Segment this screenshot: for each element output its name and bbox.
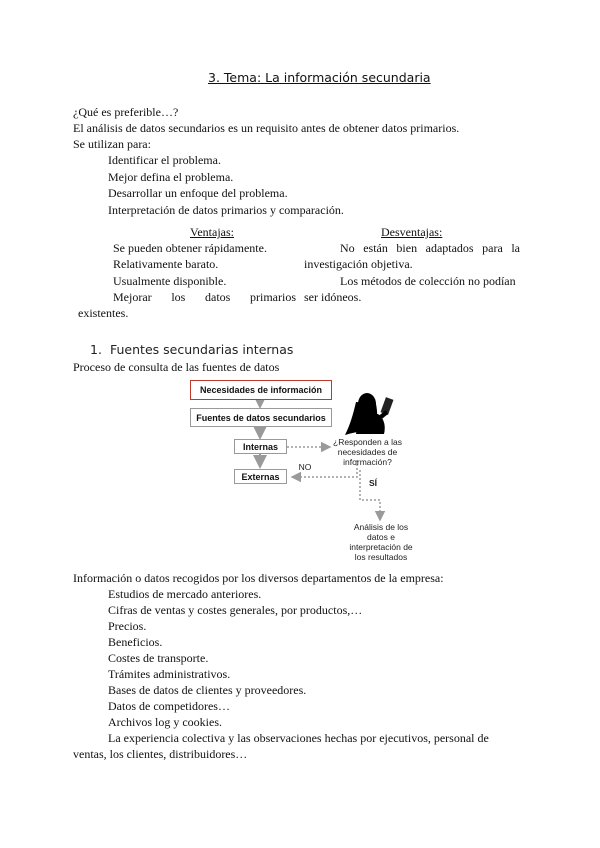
no-label: NO [298,462,312,472]
intro-line: El análisis de datos secundarios es un requisito antes de obtener datos primarios. [73,121,460,135]
list-item: Precios. [108,619,147,633]
list-item: Desarrollar un enfoque del problema. [108,186,288,200]
disadvantage-item: investigación objetiva. [304,257,413,271]
list-item: Mejor defina el problema. [108,170,234,184]
list-item: Beneficios. [108,635,163,649]
intro-question: ¿Qué es preferible…? [73,105,179,119]
question-line: ¿Responden a las [333,437,402,447]
section-heading: Fuentes secundarias internas [110,342,294,357]
analysis-line: interpretación de [349,542,413,552]
list-item: Bases de datos de clientes y proveedores. [108,683,307,697]
section-number: 1. [90,342,102,357]
intro-line: Se utilizan para: [73,137,151,151]
advantage-item: existentes. [78,306,129,320]
analysis-line: los resultados [354,552,408,562]
list-item: Datos de competidores… [108,699,230,713]
closing-line: La experiencia colectiva y las observaciones hechas por ejecutivos, personal de [108,731,489,745]
external-box: Externas [234,469,287,484]
list-item: Estudios de mercado anteriores. [108,587,262,601]
question-line: información? [343,457,392,467]
internal-info-intro: Información o datos recogidos por los diversos departamentos de la empresa: [73,571,444,585]
disadvantage-item: ser idóneos. [304,290,362,304]
advantage-item: Relativamente barato. [113,257,219,271]
list-item: Trámites administrativos. [108,667,231,681]
analysis-line: datos e [367,532,395,542]
list-item: Interpretación de datos primarios y comparación. [108,203,344,217]
question-line: necesidades de [337,447,398,457]
section-subtitle: Proceso de consulta de las fuentes de datos [73,360,280,374]
disadvantage-item: Los métodos de colección no podían [340,274,516,288]
analysis-line: Análisis de los [353,522,409,532]
list-item: Costes de transporte. [108,651,209,665]
disadvantages-label: Desventajas: [381,225,443,239]
list-item: Identificar el problema. [108,153,221,167]
needs-box: Necesidades de información [190,380,332,400]
analysis-text [337,522,425,562]
disadvantage-item: No están bien adaptados para la [340,241,520,255]
list-item: Cifras de ventas y costes generales, por productos,… [108,603,363,617]
secondary-sources-box: Fuentes de datos secundarios [190,408,332,427]
yes-label: SÍ [368,478,378,488]
advantage-item: Se pueden obtener rápidamente. [113,241,267,255]
advantage-item: Usualmente disponible. [113,274,227,288]
advantage-item: Mejorar los datos primarios [113,290,296,304]
page-title: 3. Tema: La información secundaria [208,70,431,85]
advantages-label: Ventajas: [190,225,234,239]
question-text [325,437,410,467]
internal-box: Internas [234,439,287,454]
list-item: Archivos log y cookies. [108,715,222,729]
closing-line: ventas, los clientes, distribuidores… [73,747,248,761]
